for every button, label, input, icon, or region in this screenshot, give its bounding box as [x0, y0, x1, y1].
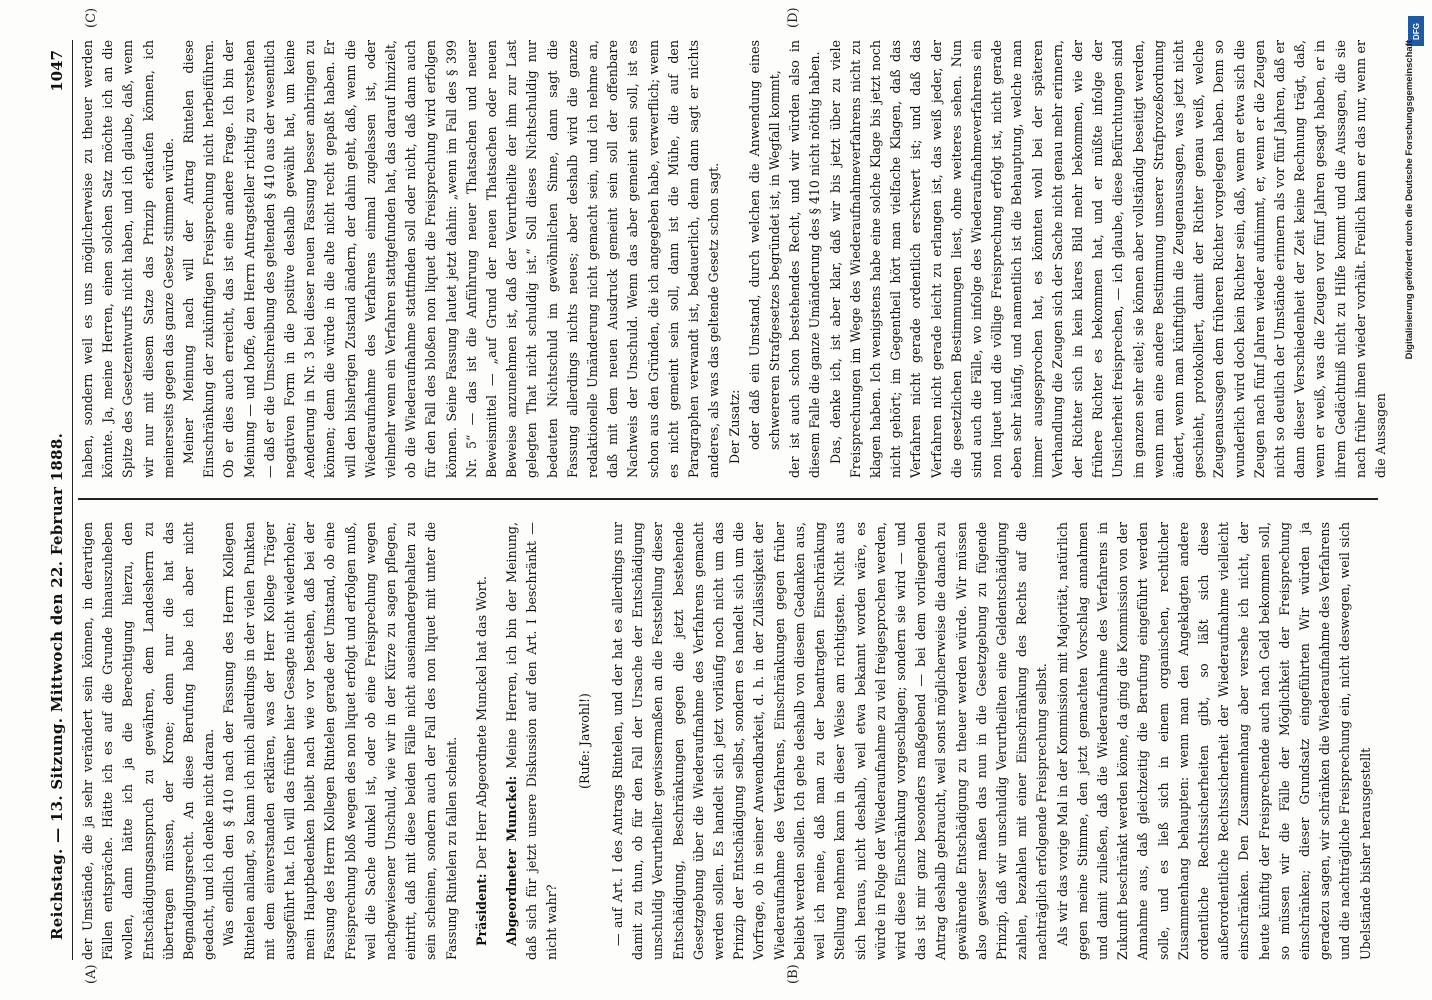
speaker-label: Abgeordneter Munckel:	[504, 775, 520, 946]
speaker-statement	[502, 522, 563, 960]
margin-mark-d: (D)	[786, 7, 801, 28]
zusatz-quote: oder daß ein Umstand, durch welchen die Anwendung eines schwereren Strafgesetzes begründet ist, in Wegfall kommt,	[746, 40, 782, 450]
newspaper-page	[26, 7, 1406, 990]
page-header	[44, 40, 73, 960]
paragraph: Das, denke ich, ist aber klar, daß wir bis jetzt über zu viele Freisprechungen im Wege des Wiederaufnahmeverfahrens nicht zu klagen haben. Ich wenigstens habe eine solche Klage bis jetzt noch nicht gehört; im Gegentheil hört man vielfache Klagen, daß das Verfahren nicht gerade ordentlich erschwert ist; und daß das Verfahren nicht gerade leicht zu erlangen ist, das weiß jeder, der die gesetzlichen Bestimmungen liest, ohne weiteres sehen. Nun sind auch die Fälle, wo infolge des Wiederaufnahmeverfahrens ein non liquet und die völlige Freisprechung erfolgt ist, nicht gerade eben sehr häufig, und namentlich ist die Behauptung, welche man immer ausgesprochen hat, es könnten wohl bei der späteren Verhandlung die Zeugen sich der Sache nicht genau mehr erinnern, der Richter sich in kein klares Bild mehr bekommen, wie der frühere Richter es bekommen hat, und er müßte infolge der Unsicherheit freisprechen, — ich glaube, diese Befürchtungen sind im ganzen sehr eitel; sie können aber vollständig beseitigt werden, wenn man eine andere Bestimmung unserer Strafprozeßordnung ändert, wenn man künftighin die Zeugenaussagen, was jetzt nicht geschieht, protokolliert, damit der Richter genau weiß, welche Zeugenaussagen dem früheren Richter vorgelegen haben. Denn so wunderlich wird doch kein Richter sein, daß, wenn er etwa sich die Zeugen nach fünf Jahren wieder aufnimmt, er, wenn er die Zeugen nicht so deutlich der Umstände erinnern als vor fünf Jahren, daß er dann dieser Verschiedenheit der Zeit keine Rechnung trägt, daß, wenn er weiß, was die Zeugen vor fünf Jahren gesagt haben, er in ihrem Gedächtniß nicht zu Hilfe kommt und die Aussagen, die sie nach früher ihnen wieder vorhält. Freilich kann er das nur, wenn er die Aussagen	[827, 40, 1388, 478]
dfg-logo-text: DFG	[1411, 22, 1421, 40]
margin-mark-b: (B)	[786, 964, 801, 984]
president-label: Präsident:	[473, 873, 489, 946]
president-statement	[472, 522, 492, 960]
president-text: Der Herr Abgeordnete Munckel hat das Wort.	[473, 576, 489, 870]
header-title: Reichstag. — 13. Sitzung. Mittwoch den 22. Februar 1888.	[48, 432, 66, 940]
paragraph: der Umstände, die ja sehr verändert sein können, in derartigen Fällen entspräche. Hätte ich es auf die Grunde hinauszuheben wollen, dann hätte ich ja die Berechtigung hierzu, den Entschädigungsanspruch zu gewähren, dem Landesherrn zu übertragen müssen, der Krone; denn nur die hat das Begnadigungsrecht. An diese Berufung habe ich aber nicht gedacht, und ich denke nicht daran.	[80, 522, 217, 960]
margin-mark-c: (C)	[84, 7, 99, 28]
page-number: 1047	[48, 50, 66, 92]
column-divider	[78, 499, 1378, 501]
left-column	[78, 522, 1378, 960]
paragraph: — auf Art. I des Antrags Rintelen, und der hat es allerdings nur damit zu thun, ob für den Fall der Ursache der Entschädigung unschuldig Verurtheilter gewissermaßen an die Feststellung dieser Entschädigung, Beschränkungen gegen die jetzt bestehende Gesetzgebung über die Wiederaufnahme des Verfahrens gemacht werden sollen. Es handelt sich jetzt vorläufig noch nicht um das Prinzip der Entschädigung selbst, sondern es handelt sich um die Vorfrage, ob in seiner Anwendbarkeit, d. h. in der Zulässigkeit der Wiederaufnahme des Verfahrens, Einschränkungen gegen früher beliebt werden sollen. Ich gehe deshalb von diesem Gedanken aus, weil ich meine, daß man zu der beantragten Einschränkung Stellung nehmen kann in dieser Weise am richtigsten. Nicht aus sich heraus, nicht deshalb, weil etwa bekannt worden wäre, es würde in Folge der Wiederaufnahme zu viel freigesprochen werden, wird diese Einschränkung vorgeschlagen; sondern sie wird — und das ist mir ganz besonders maßgebend — bei dem vorliegenden Antrag deshalb gebraucht, weil sonst möglicherweise die danach zu gewährende Entschädigung zu theuer werden würde. Wir müssen also gewisser maßen das nun in die Gesetzgebung zu fügende Prinzip, daß wir unschuldig Verurtheilten eine Geldentschädigung zahlen, bezahlen mit einer Einschränkung des Rechts auf die nachträglich erfolgende Freisprechung selbst.	[610, 522, 1050, 960]
paragraph: Was endlich den § 410 nach der Fassung des Herrn Kollegen Rintelen anlangt, so kann ich mich allerdings in der vielen Punkten mit dem einverstanden erklären, was der Herr Kollege Träger ausgeführt hat. Ich will das früher hier Gesagte nicht wiederholen; mein Hauptbedenken bleibt nach wie vor bestehen, daß bei der Fassung des Herrn Kollegen Rintelen gerade der Umstand, ob eine Freisprechung bloß wegen des non liquet erfolgt und erfolgen muß, weil die Sache dunkel ist, oder ob eine Freisprechung wegen nachgewiesener Unschuld, wie wir in der Kürze zu sagen pflegen, eintritt, daß mit diese beiden Fälle nicht auseinandergehalten zu sein scheinen, sondern auch der Fall des non liquet mit unter die Fassung Rintelen zu fallen scheint.	[221, 522, 459, 960]
credit-text: Digitalisierung gefördert durch die Deutsche Forschungsgemeinschaft	[1403, 40, 1415, 360]
speaker-text: Meine Herren, ich bin der Meinung, daß sich für jetzt unsere Diskussion auf den Art. I beschränkt — nicht wahr?	[504, 522, 560, 960]
paragraph: Meiner Meinung nach will der Antrag Rintelen diese Einschränkung der zukünftigen Freisprechung nicht herbeiführen. Ob er dies auch erreicht, das ist eine andere Frage. Ich bin der Meinung — und hoffe, den Herrn Antragsteller richtig zu verstehen — daß er die Umschreibung des geltenden § 410 aus der wesentlich negativen Form in die positive deshalb gewählt hat, um keine Aenderung in Nr. 3 bei dieser neuen Fassung besser anbringen zu können; denn die würde in die alte nicht recht gepaßt haben. Er will den bisherigen Zustand ändern, der dahin geht, daß, wenn die Wiederaufnahme des Verfahrens einmal zugelassen ist, oder vielmehr wenn ein Verfahren stattgefunden hat, das darauf hinzielt, ob die Wiederaufnahme stattfinden soll oder nicht, daß dann auch für den Fall des bloßen non liquet die Freisprechung wird erfolgen können. Seine Fassung lautet jetzt dahin: „wenn im Fall des § 399 Nr. 5“ — das ist die Anführung neuer Thatsachen und neuer Beweismittel — „auf Grund der neuen Thatsachen oder neuen Beweise anzunehmen ist, daß der Verurtheilte der ihm zur Last gelegten That nicht schuldig ist.“ Soll dieses Nichtschuldig nur bedeuten Nichtschuld im gewöhnlichen Sinne, dann sagt die Fassung allerdings nichts neues; aber deshalb wird die ganze redaktionelle Umänderung nicht gemacht sein, und ich nehme an, daß mit dem neuen Ausdruck gemeint sein soll der offenbare Nachweis der Unschuld. Wenn das aber gemeint sein soll, ist es schon aus den Gründen, die ich angegeben habe, verwerflich; wenn es nicht gemeint sein soll, dann ist die Mühe, die auf den Paragraphen verwandt ist, bedauerlich, denn dann sagt er nichts anderes, als was das geltende Gesetz schon sagt.	[181, 40, 722, 478]
right-column	[78, 40, 1388, 478]
interjection: (Rufe: Jawohl!)	[577, 693, 593, 789]
margin-mark-a: (A)	[84, 964, 99, 984]
zusatz-label: Der Zusatz:	[726, 389, 742, 464]
paragraph: Als wir das vorige Mal in der Kommission mit Majorität, natürlich gegen meine Stimme, den jetzt gemachten Vorschlag annahmen und damit zuließen, daß die Wiederaufnahme des Verfahrens in Zukunft beschränkt werden könne, da ging die Kommission von der Annahme aus, daß gleichzeitig die Berufung eingeführt werden solle, und es ließ sich in einem organischen, rechtlicher Zusammenhang behaupten: wenn man den Angeklagten andere ordentliche Rechtssicherheiten gibt, so läßt sich diese außerordentliche Rechtssicherheit der Wiederaufnahme vielleicht einschränken. Den Zusammenhang aber versehe ich nicht, der heute künftig der Freisprechende auch nach Geld bekommen soll, so müssen wir die Fälle der Möglichkeit der Freisprechung einschränken; dieser Grundsatz eingeführten Wir würden ja geradezu sagen, wir schränken die Wiederaufnahme des Verfahrens und die nachträgliche Freisprechung ein, nicht deswegen, weil sich Ubelstände bisher herausgestellt	[1054, 522, 1373, 960]
paragraph: haben, sondern weil es uns möglicherweise zu theuer werden könnte. Ja, meine Herren, einen solchen Satz möchte ich an die Spitze des Gesetzentwurfs nicht haben, und ich glaube, daß, wenn wir nur mit diesem Satze das Prinzip erkaufen können, ich meinerseits gegen das ganze Gesetz stimmen würde.	[80, 40, 176, 478]
digitization-credit	[1392, 40, 1426, 940]
paragraph: der ist auch schon bestehendes Recht, und wir würden also in diesem Falle die ganze Umänderung des § 410 nicht nöthig haben.	[787, 40, 823, 478]
